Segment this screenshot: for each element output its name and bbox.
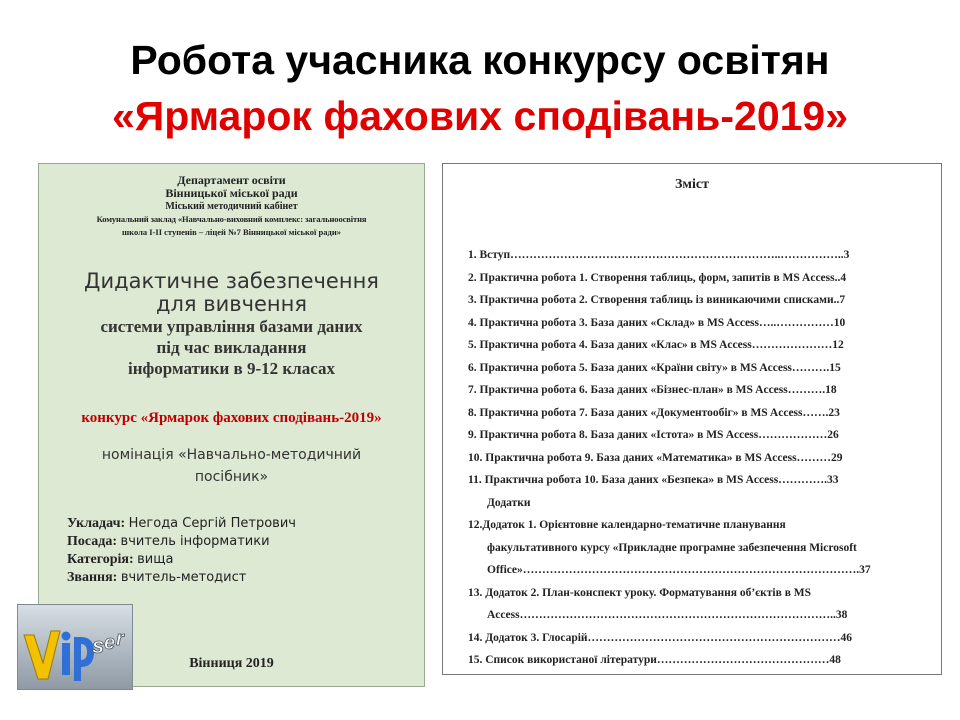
cover-contest: конкурс «Ярмарок фахових сподівань-2019» — [81, 410, 382, 426]
toc-entry: 9. Практична робота 8. База даних «Істота» в MS Access………………26 — [468, 429, 839, 441]
rank-value: вчитель-методист — [120, 570, 247, 585]
toc-entry: 12.Додаток 1. Орієнтовне календарно-тематичне планування — [468, 519, 786, 531]
table-of-contents-panel — [442, 163, 942, 675]
toc-entry: 4. Практична робота 3. База даних «Склад» в MS Access…..……………10 — [468, 316, 846, 329]
cover-title-line4: під час викладання — [156, 338, 307, 357]
toc-entry: 14. Додаток 3. Глосарій…………………………………………………………46 — [468, 631, 853, 644]
toc-entry: 11. Практична робота 10. База даних «Безпека» в MS Access………….33 — [468, 474, 839, 486]
cover-org-line3: Міський методичний кабінет — [165, 201, 298, 212]
cover-title-line3: системи управління базами даних — [100, 317, 363, 336]
toc-entry: 7. Практична робота 6. База даних «Бізнес-план» в MS Access……….18 — [468, 384, 837, 396]
rank-label: Звання: — [67, 570, 118, 585]
cover-title-line2: для вивчення — [155, 292, 308, 316]
position-label: Посада: — [67, 534, 118, 549]
slide-title-line2: «Ярмарок фахових сподівань-2019» — [111, 93, 849, 139]
cover-position-row — [67, 533, 296, 551]
toc-entry: 8. Практична робота 7. База даних «Документообіг» в MS Access…….23 — [468, 406, 840, 419]
cover-org-line1: Департамент освіти — [177, 173, 286, 187]
svg-text:s: s — [92, 633, 105, 658]
cover-city-year: Вінниця 2019 — [189, 656, 274, 671]
toc-entry: 1. Вступ……………………………………………………………..……………..3 — [468, 249, 850, 261]
slide-title — [0, 32, 960, 144]
toc-section-heading: Додатки — [487, 496, 531, 509]
vipser-logo-icon — [17, 604, 133, 690]
cover-title-line5: інформатики в 9-12 класах — [128, 359, 335, 378]
toc-entries — [468, 244, 938, 672]
cover-document-title — [39, 270, 424, 379]
toc-entry: 2. Практична робота 1. Створення таблиць, форм, запитів в MS Access..4 — [468, 271, 847, 284]
author-label: Укладач: — [67, 516, 126, 531]
cover-author-row — [67, 515, 296, 533]
cover-author-info — [67, 515, 296, 587]
toc-entry-continuation: факультативного курсу «Прикладне програмне забезпечення Microsoft — [487, 541, 857, 554]
cover-nomination-line2: посібник» — [194, 469, 269, 485]
toc-entry-continuation: Office»…………………………………………………………………………….37 — [487, 564, 871, 576]
category-value: вища — [137, 552, 174, 567]
cover-nomination-line1: номінація «Навчально-методичний — [101, 447, 362, 463]
svg-text:e: e — [104, 632, 116, 654]
cover-organization — [39, 174, 424, 239]
cover-rank-row — [67, 569, 296, 587]
toc-entry: 6. Практична робота 5. База даних «Країни світу» в MS Access……….15 — [468, 361, 841, 374]
cover-category-row — [67, 551, 296, 569]
toc-entry: 5. Практична робота 4. База даних «Клас» в MS Access…………………12 — [468, 339, 844, 351]
category-label: Категорія: — [67, 552, 134, 567]
toc-entry: 15. Список використаної літератури………………………………………48 — [468, 654, 841, 666]
toc-entry: 10. Практична робота 9. База даних «Математика» в MS Access………29 — [468, 451, 843, 464]
cover-org-line4: Комунальний заклад «Навчально-виховний комплекс: загальноосвітня — [96, 214, 367, 224]
toc-entry-continuation: Access………………………………………………………………………..38 — [487, 609, 848, 621]
toc-title: Зміст — [675, 177, 709, 192]
cover-nomination — [39, 444, 424, 488]
svg-text:r: r — [116, 628, 124, 650]
toc-entry: 13. Додаток 2. План-конспект уроку. Форматування об’єктів в MS — [468, 586, 812, 599]
author-value: Негода Сергій Петрович — [128, 516, 296, 531]
vipser-logo-graphic — [18, 605, 132, 689]
cover-org-line2: Вінницької міської ради — [165, 186, 298, 200]
slide-title-line1: Робота учасника конкурсу освітян — [130, 37, 830, 83]
position-value: вчитель інформатики — [120, 534, 270, 549]
cover-title-line1: Дидактичне забезпечення — [84, 269, 379, 293]
cover-org-line5: школа I-II ступенів – ліцей №7 Вінницької міської ради» — [122, 227, 341, 237]
toc-entry: 3. Практична робота 2. Створення таблиць із виникаючими списками..7 — [468, 294, 846, 306]
